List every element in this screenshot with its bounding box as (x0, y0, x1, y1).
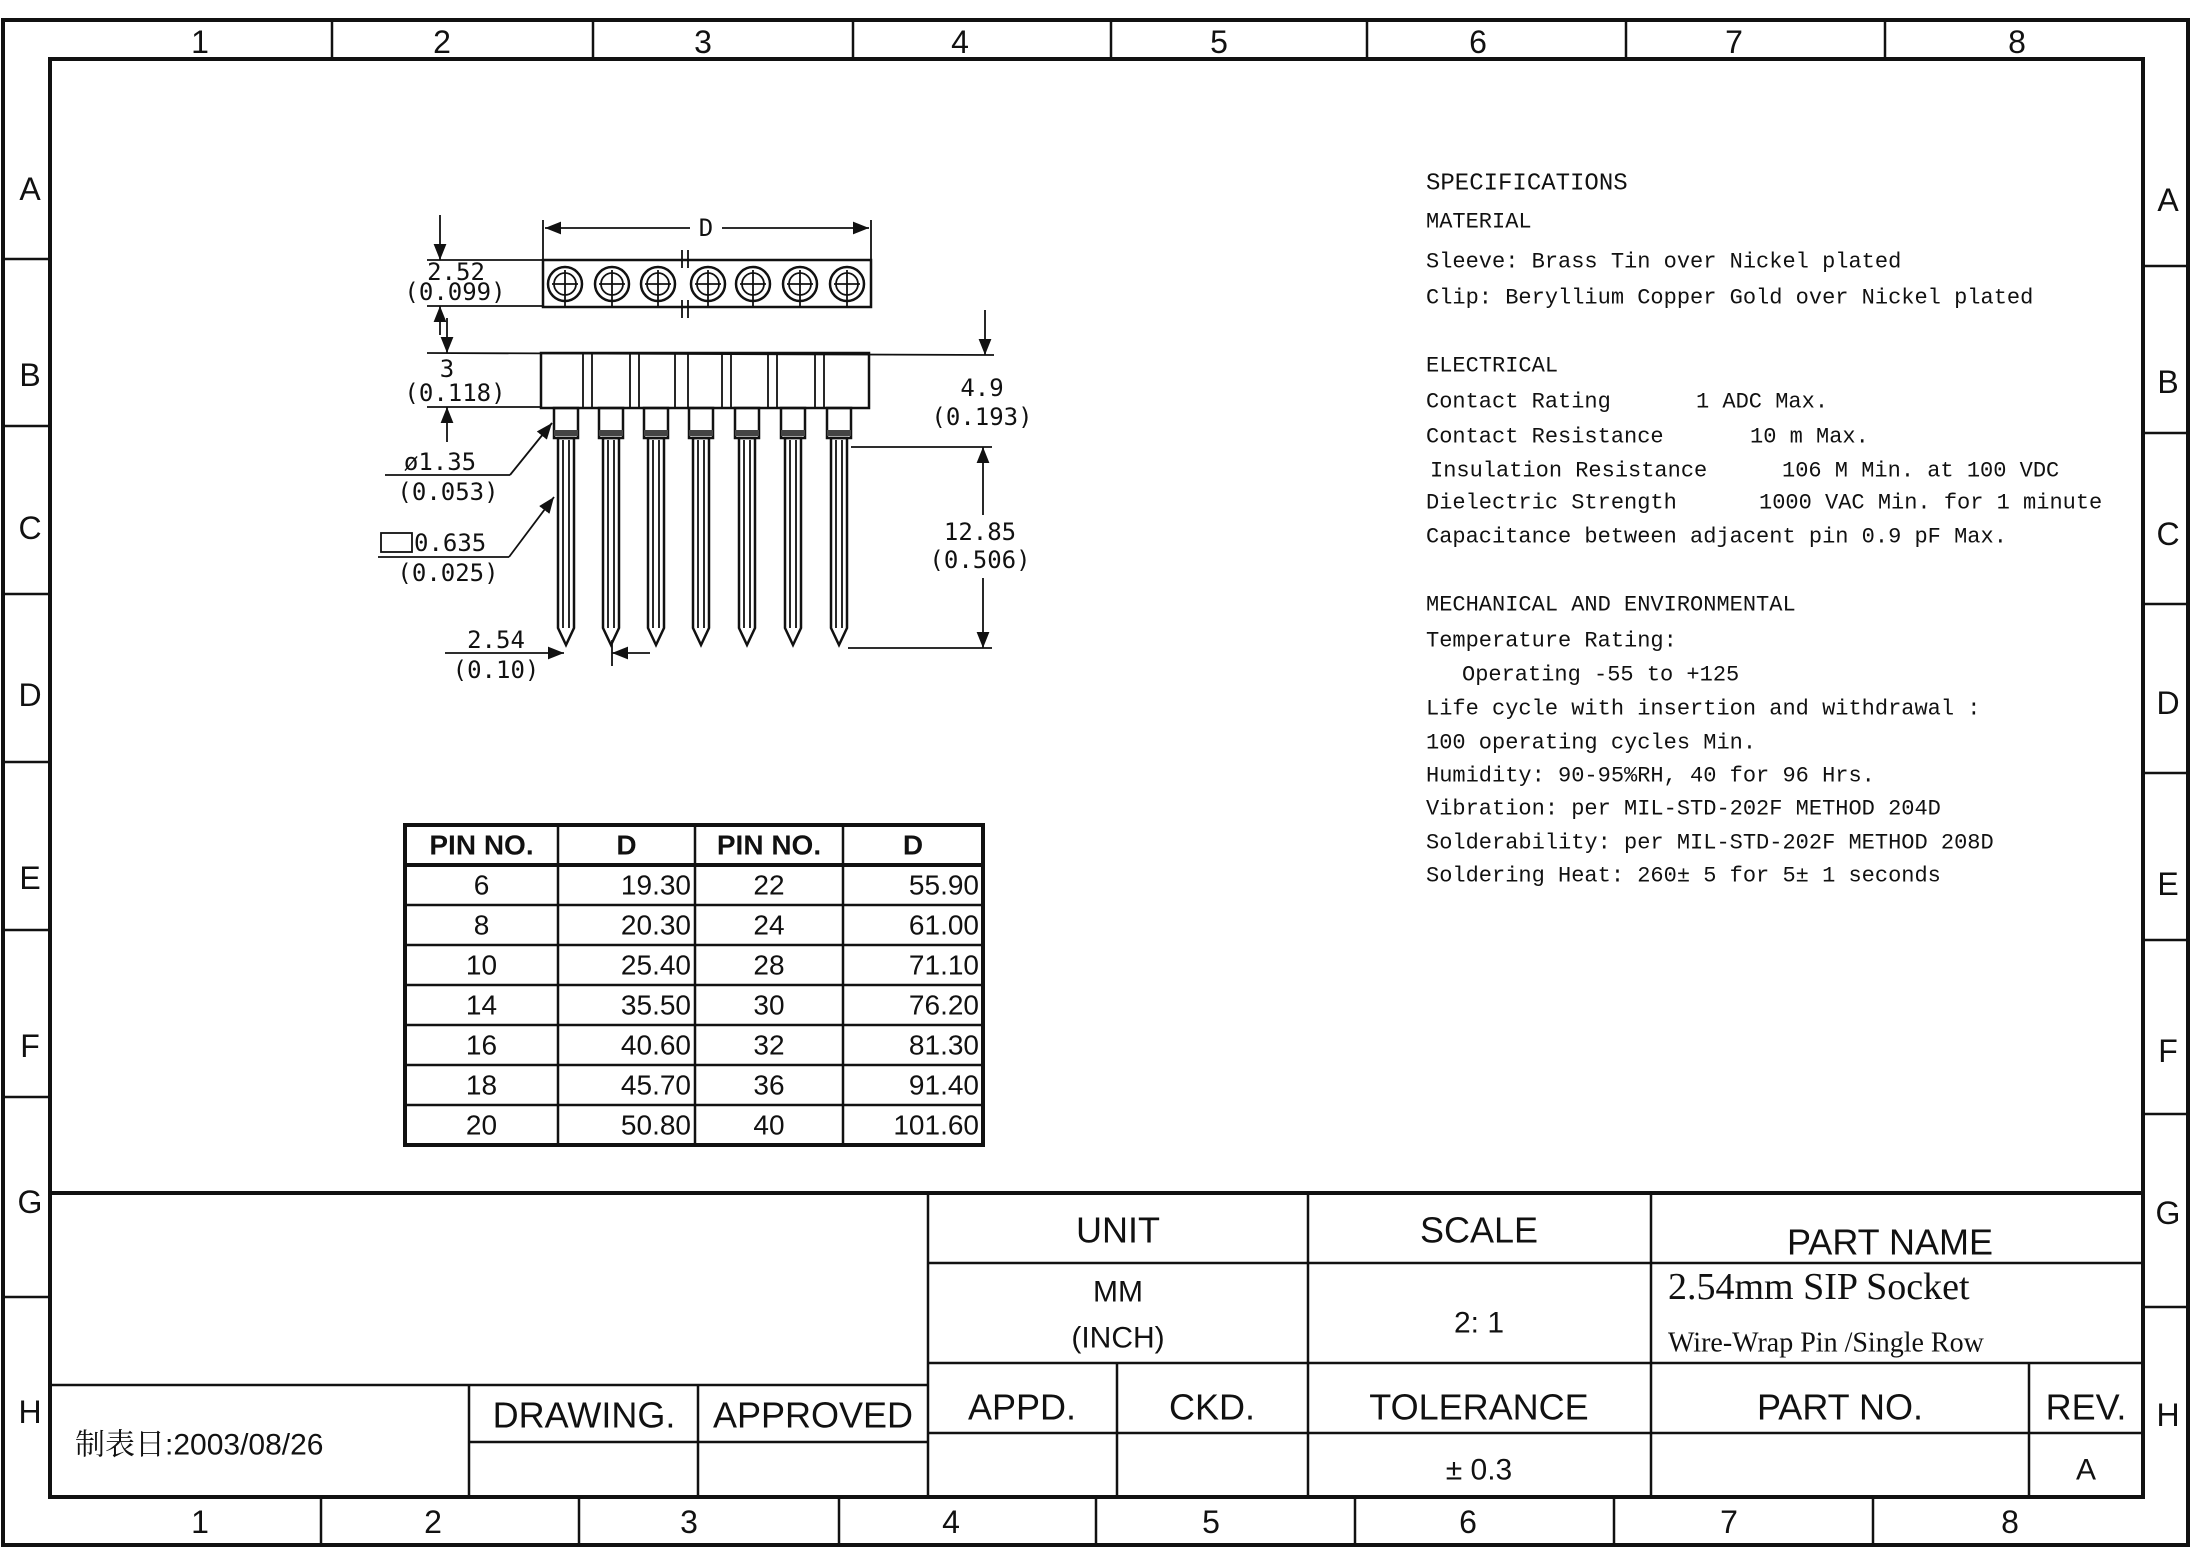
table-cell-pin-no: 28 (753, 949, 785, 981)
dim-pin-length: 12.85 (943, 518, 1017, 546)
table-cell-pin-no: 32 (753, 1029, 785, 1061)
wire-wrap-pin (599, 408, 623, 645)
body-divider (722, 353, 731, 408)
zone-row-label-right: A (2157, 182, 2179, 218)
table-cell-pin-no: 10 (465, 949, 498, 981)
specs-electrical-label: Dielectric Strength (1426, 490, 1677, 516)
specs-electrical-heading: ELECTRICAL (1426, 353, 1559, 379)
wire-wrap-pin (554, 408, 578, 645)
dimension-table (405, 825, 983, 1145)
specs-electrical-label: Contact Rating (1426, 389, 1611, 415)
specs-material-line: Clip: Beryllium Copper Gold over Nickel plated (1426, 285, 2034, 311)
unit-value-inch: (INCH) (1071, 1321, 1165, 1355)
table-row (466, 1070, 979, 1101)
zone-row-label-left: A (19, 171, 41, 207)
dim-body-height: 4.9 (960, 374, 1004, 402)
specs-electrical-value: 1000 VAC Min. for 1 minute (1759, 490, 2103, 516)
wire-wrap-pin (689, 408, 713, 645)
table-cell-d: 91.40 (908, 1069, 979, 1101)
body-divider (768, 353, 777, 408)
zone-column-label-bottom: 7 (1720, 1504, 1738, 1540)
table-row (466, 950, 979, 981)
specs-mechanical-line: Vibration: per MIL-STD-202F METHOD 204D (1426, 796, 1941, 822)
dim-gap-inch: (0.118) (404, 379, 506, 407)
body-divider (630, 353, 639, 408)
table-cell-pin-no: 30 (753, 989, 785, 1021)
zone-row-label-left: C (18, 510, 42, 546)
specs-capacitance: Capacitance between adjacent pin 0.9 pF Max. (1426, 524, 2007, 550)
specs-electrical-value: 1 ADC Max. (1696, 389, 1829, 415)
socket-hole-icon (783, 267, 817, 307)
zone-row-label-left: G (17, 1184, 43, 1220)
table-row (474, 870, 979, 901)
specs-mechanical-line: Soldering Heat: 260± 5 for 5± 1 seconds (1426, 863, 1941, 889)
part-name-label: PART NAME (1786, 1221, 1994, 1263)
unit-value-mm: MM (1093, 1275, 1143, 1309)
dimension-d (543, 214, 871, 260)
zone-row-label-right: C (2156, 516, 2180, 552)
drawing-label: DRAWING. (492, 1394, 676, 1436)
table-cell-d: 61.00 (908, 909, 979, 941)
wire-wrap-pin (644, 408, 668, 645)
table-cell-pin-no: 8 (473, 909, 490, 941)
dim-body-height-inch: (0.193) (931, 403, 1033, 431)
table-header: D (902, 829, 924, 861)
rev-label: REV. (2045, 1386, 2127, 1428)
dimension-pin-length (848, 447, 1031, 648)
table-cell-d: 19.30 (620, 869, 691, 901)
socket-hole-icon (641, 267, 675, 307)
zone-row-label-left: F (20, 1028, 40, 1064)
dim-pin-square: 0.635 (414, 529, 487, 557)
zone-column-label-top: 8 (2008, 24, 2026, 60)
table-cell-d: 76.20 (908, 989, 979, 1021)
specs-mechanical-line: Operating -55 to +125 (1462, 662, 1740, 688)
zone-row-label-right: E (2157, 866, 2179, 902)
table-cell-d: 45.70 (620, 1069, 691, 1101)
wire-wrap-pin (827, 408, 851, 645)
square-symbol-icon (381, 533, 412, 552)
unit-label: UNIT (1076, 1209, 1160, 1251)
table-cell-d: 55.90 (908, 869, 979, 901)
specs-material-heading: MATERIAL (1426, 209, 1532, 235)
wire-wrap-pin (781, 408, 805, 645)
table-cell-d: 71.10 (908, 949, 979, 981)
table-row (466, 1030, 979, 1061)
part-subtitle: Wire-Wrap Pin /Single Row (1668, 1327, 1984, 1359)
table-row (466, 1110, 979, 1141)
zone-row-label-right: F (2158, 1033, 2178, 1069)
table-header: PIN NO. (716, 829, 822, 861)
body-divider (815, 353, 824, 408)
dimension-pin-square (378, 497, 554, 587)
dimension-shoulder-diameter (385, 423, 552, 506)
dim-pitch: 2.54 (467, 626, 525, 654)
specs-mechanical-line: Humidity: 90-95%RH, 40 for 96 Hrs. (1426, 763, 1875, 789)
zone-row-label-right: G (2155, 1195, 2181, 1231)
scale-value: 2: 1 (1453, 1306, 1505, 1340)
zone-column-label-bottom: 5 (1202, 1504, 1220, 1540)
specs-electrical-label: Contact Resistance (1426, 424, 1664, 450)
table-cell-pin-no: 16 (465, 1029, 498, 1061)
zone-column-label-bottom: 3 (680, 1504, 698, 1540)
scale-label: SCALE (1419, 1209, 1539, 1251)
table-cell-d: 81.30 (908, 1029, 979, 1061)
socket-hole-icon (830, 267, 864, 307)
specs-mechanical-line: Temperature Rating: (1426, 628, 1677, 654)
dim-pin-square-inch: (0.025) (397, 559, 499, 587)
zone-column-label-top: 3 (694, 24, 712, 60)
zone-row-label-left: E (19, 860, 41, 896)
zone-column-label-top: 4 (951, 24, 969, 60)
dim-shoulder-dia: ø1.35 (403, 448, 477, 476)
zone-column-label-bottom: 6 (1459, 1504, 1477, 1540)
zone-row-label-left: B (19, 357, 41, 393)
dim-pin-length-inch: (0.506) (929, 546, 1031, 574)
table-row (466, 990, 979, 1021)
zone-column-label-top: 1 (191, 24, 209, 60)
title-block (50, 1193, 2143, 1497)
side-view (541, 353, 869, 645)
table-cell-pin-no: 40 (753, 1109, 785, 1141)
specs-mechanical-heading: MECHANICAL AND ENVIRONMENTAL (1426, 592, 1796, 618)
drawing-date: 制表日:2003/08/26 (75, 1428, 324, 1462)
zone-column-label-top: 5 (1210, 24, 1228, 60)
table-cell-pin-no: 14 (465, 989, 498, 1021)
dim-gap: 3 (439, 355, 455, 383)
zone-row-label-left: D (18, 677, 42, 713)
dim-top-width: 2.52 (427, 258, 485, 286)
body-divider (583, 353, 592, 408)
zone-row-label-left: H (18, 1394, 42, 1430)
zone-column-label-bottom: 8 (2001, 1504, 2019, 1540)
specs-mechanical-line: Life cycle with insertion and withdrawal : (1426, 696, 1981, 722)
zone-column-label-top: 6 (1469, 24, 1487, 60)
table-cell-pin-no: 6 (473, 869, 490, 901)
table-cell-d: 20.30 (620, 909, 691, 941)
dim-shoulder-dia-inch: (0.053) (397, 478, 499, 506)
specs-mechanical-line: Solderability: per MIL-STD-202F METHOD 208D (1426, 830, 1994, 856)
zone-column-label-bottom: 1 (191, 1504, 209, 1540)
specs-electrical-value: 10 m Max. (1750, 424, 1869, 450)
tolerance-value: ± 0.3 (1445, 1453, 1513, 1487)
dimension-gap (404, 318, 994, 442)
table-cell-d: 40.60 (620, 1029, 691, 1061)
zone-row-label-right: H (2156, 1397, 2180, 1433)
appd-label: APPD. (967, 1386, 1077, 1428)
zone-column-label-top: 7 (1725, 24, 1743, 60)
approved-label: APPROVED (712, 1394, 914, 1436)
top-view (543, 250, 871, 318)
specs-mechanical-line: 100 operating cycles Min. (1426, 730, 1757, 756)
table-row (474, 910, 979, 941)
table-cell-d: 25.40 (620, 949, 691, 981)
dim-top-width-inch: (0.099) (404, 278, 506, 306)
table-cell-d: 35.50 (620, 989, 691, 1021)
rev-value: A (2075, 1453, 2097, 1487)
ckd-label: CKD. (1168, 1386, 1256, 1428)
wire-wrap-pin (735, 408, 759, 645)
table-header: PIN NO. (429, 829, 534, 861)
table-cell-d: 50.80 (620, 1109, 691, 1141)
dimension-top-width (404, 215, 543, 335)
specs-electrical-value: 106 M Min. at 100 VDC (1782, 458, 2060, 484)
body-divider (675, 353, 688, 408)
table-cell-pin-no: 22 (753, 869, 785, 901)
socket-hole-icon (691, 267, 725, 307)
socket-hole-icon (736, 267, 770, 307)
table-cell-pin-no: 20 (465, 1109, 498, 1141)
table-header: D (616, 829, 637, 861)
zone-column-label-bottom: 4 (942, 1504, 960, 1540)
zone-row-label-right: B (2157, 364, 2179, 400)
dimension-d-label: D (698, 214, 714, 242)
specs-title: SPECIFICATIONS (1426, 170, 1628, 198)
table-cell-pin-no: 24 (753, 909, 785, 941)
part-no-label: PART NO. (1756, 1386, 1924, 1428)
specs-electrical-label: Insulation Resistance (1430, 458, 1708, 484)
part-name: 2.54mm SIP Socket (1668, 1266, 1970, 1308)
table-cell-pin-no: 36 (753, 1069, 785, 1101)
zone-column-label-bottom: 2 (424, 1504, 442, 1540)
dim-pitch-inch: (0.10) (452, 656, 540, 684)
zone-row-label-right: D (2156, 685, 2180, 721)
specifications (1426, 171, 2102, 889)
table-cell-pin-no: 18 (465, 1069, 498, 1101)
table-cell-d: 101.60 (893, 1109, 979, 1141)
dimension-body-height (931, 310, 1032, 431)
zone-column-label-top: 2 (433, 24, 451, 60)
socket-hole-icon (595, 267, 629, 307)
socket-hole-icon (548, 267, 582, 307)
specs-material-line: Sleeve: Brass Tin over Nickel plated (1426, 249, 1902, 275)
dimension-pitch (445, 626, 650, 684)
tolerance-label: TOLERANCE (1369, 1386, 1589, 1428)
